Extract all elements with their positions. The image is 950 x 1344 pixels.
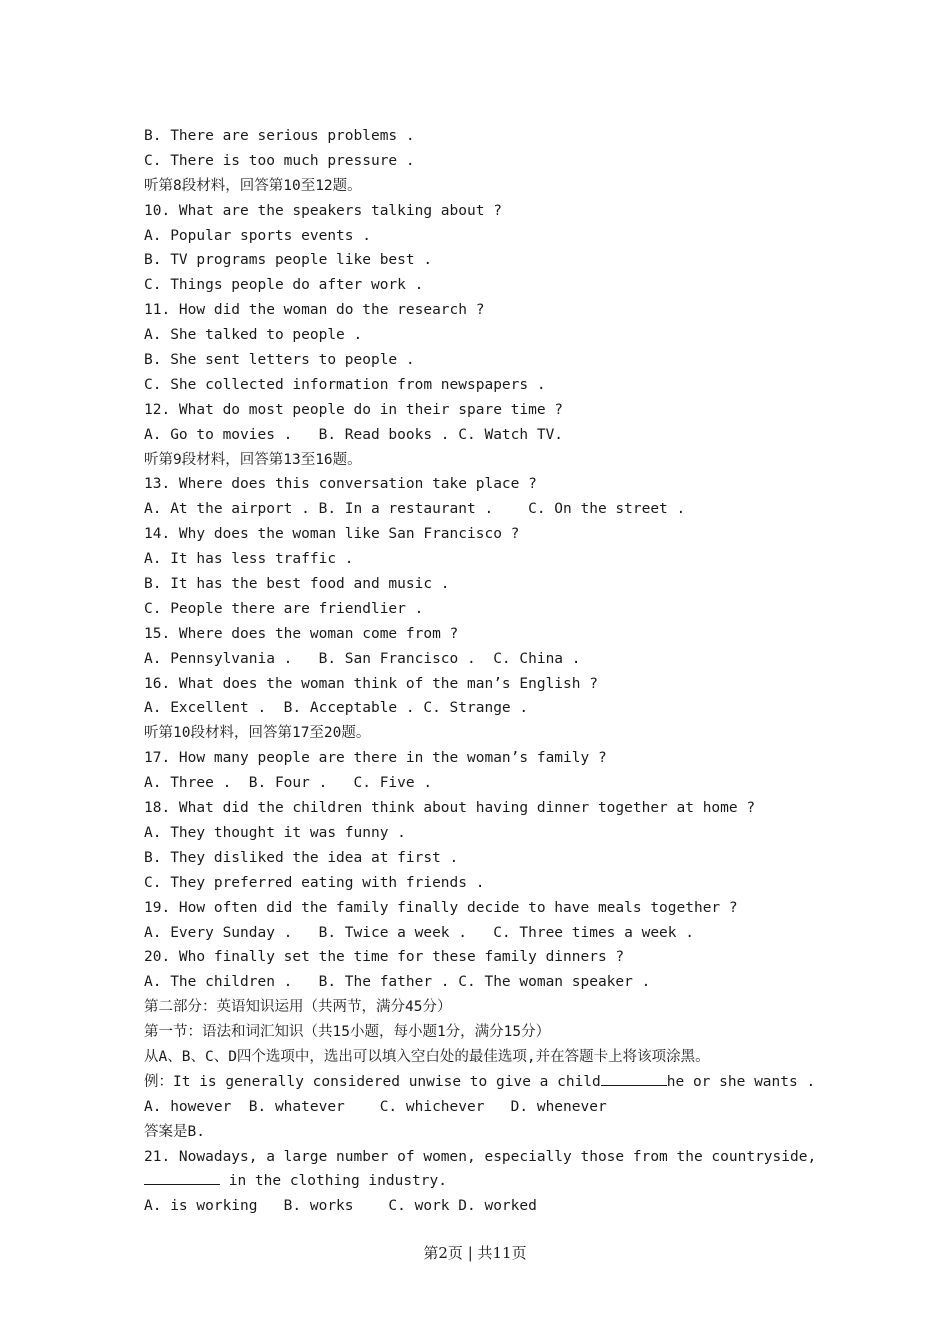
text-line: C. There is too much pressure . (144, 152, 415, 169)
text-line: A. It has less traffic . (144, 551, 354, 568)
text-line: 11. How did the woman do the research ? (144, 302, 485, 319)
question-21-options: A. is working B. works C. work D. worked (144, 1198, 537, 1215)
text-line: A. Excellent . B. Acceptable . C. Strange . (144, 700, 529, 717)
text-line: 18. What did the children think about having dinner together at home ? (144, 800, 756, 817)
document-body (144, 124, 824, 1219)
text-line: B. It has the best food and music . (144, 576, 450, 593)
page-number: 第2页 (423, 1244, 463, 1262)
text-line: B. She sent letters to people . (144, 352, 415, 369)
text-line: A. She talked to people . (144, 327, 363, 344)
page-footer (0, 1242, 950, 1263)
question-lines (144, 124, 824, 1070)
text-line: B. They disliked the idea at first . (144, 849, 459, 866)
page-total: 共11页 (477, 1244, 527, 1262)
text-line: 15. Where does the woman come from ? (144, 625, 459, 642)
text-line: A. Popular sports events . (144, 227, 371, 244)
text-line: A. The children . B. The father . C. The woman speaker . (144, 974, 651, 991)
text-line: 从A、B、C、D四个选项中，选出可以填入空白处的最佳选项,并在答题卡上将该项涂黑。 (144, 1048, 710, 1065)
text-line: 听第9段材料，回答第13至16题。 (144, 451, 362, 468)
example-sentence (144, 1070, 824, 1095)
question-21-stem-continued (144, 1169, 824, 1194)
text-line: A. They thought it was funny . (144, 824, 406, 841)
text-line: 12. What do most people do in their spare time ? (144, 401, 564, 418)
question-21-after-blank: in the clothing industry. (220, 1173, 447, 1190)
text-line: 第二部分：英语知识运用（共两节，满分45分） (144, 999, 452, 1016)
example-options: A. however B. whatever C. whichever D. whenever (144, 1098, 607, 1115)
example-text-before: 例：It is generally considered unwise to give a child (144, 1073, 601, 1090)
text-line: C. People there are friendlier . (144, 600, 424, 617)
text-line: 听第8段材料，回答第10至12题。 (144, 177, 362, 194)
text-line: 13. Where does this conversation take place ? (144, 476, 537, 493)
text-line: 第一节：语法和词汇知识（共15小题，每小题1分，满分15分） (144, 1024, 551, 1041)
footer-separator: | (462, 1244, 478, 1262)
text-line: A. Three . B. Four . C. Five . (144, 775, 433, 792)
text-line: C. Things people do after work . (144, 277, 424, 294)
text-line: A. At the airport . B. In a restaurant . C. On the street . (144, 501, 686, 518)
text-line: C. They preferred eating with friends . (144, 874, 485, 891)
example-answer: 答案是B. (144, 1123, 205, 1140)
example-answer-blank (601, 1071, 667, 1086)
text-line: A. Go to movies . B. Read books . C. Watch TV. (144, 426, 564, 443)
text-line: 听第10段材料，回答第17至20题。 (144, 725, 371, 742)
text-line: 20. Who finally set the time for these family dinners ? (144, 949, 625, 966)
question-21-blank (144, 1170, 220, 1185)
text-line: 19. How often did the family finally decide to have meals together ? (144, 899, 738, 916)
text-line: B. TV programs people like best . (144, 252, 433, 269)
text-line: A. Every Sunday . B. Twice a week . C. Three times a week . (144, 924, 694, 941)
text-line: B. There are serious problems . (144, 128, 415, 144)
example-text-after: he or she wants . (666, 1073, 816, 1090)
text-line: A. Pennsylvania . B. San Francisco . C. China . (144, 650, 581, 667)
text-line: 16. What does the woman think of the man’s English ? (144, 675, 598, 692)
question-21-stem: 21. Nowadays, a large number of women, especially those from the countryside, (144, 1148, 817, 1165)
text-line: 14. Why does the woman like San Francisco ? (144, 526, 520, 543)
text-line: C. She collected information from newspapers . (144, 376, 546, 393)
text-line: 17. How many people are there in the woman’s family ? (144, 750, 607, 767)
text-line: 10. What are the speakers talking about ? (144, 202, 502, 219)
